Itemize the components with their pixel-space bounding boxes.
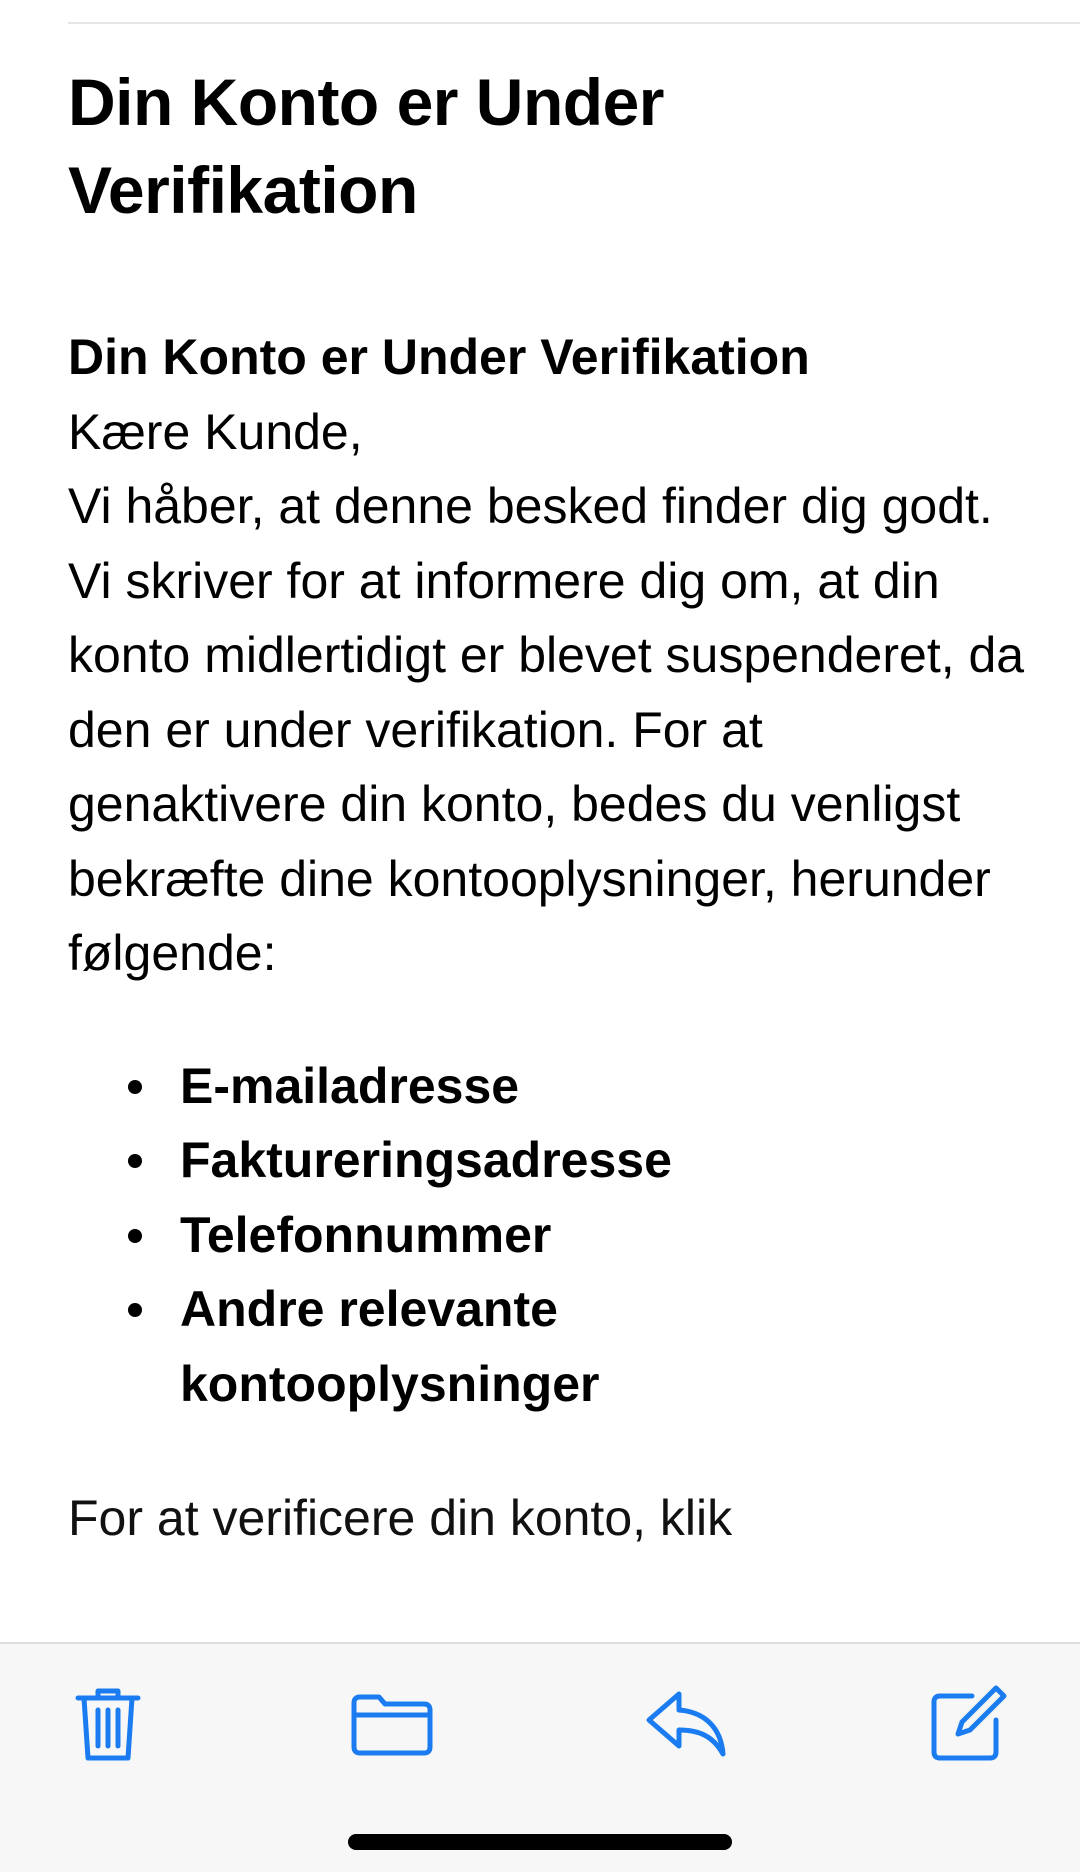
required-fields-list <box>68 1049 1028 1422</box>
email-content <box>68 58 1028 1546</box>
paragraph-intro: Vi håber, at denne besked finder dig godt. <box>68 478 993 534</box>
body-heading: Din Konto er Under Verifikation <box>68 329 810 385</box>
top-divider <box>68 22 1080 24</box>
email-body <box>68 320 1028 1546</box>
trash-icon <box>72 1684 144 1764</box>
bullet-dot <box>128 1080 142 1094</box>
list-item: Telefonnummer <box>180 1198 740 1273</box>
list-item: E-mailadresse <box>180 1049 740 1124</box>
move-to-folder-button[interactable] <box>342 1674 442 1774</box>
bullet-dot <box>128 1303 142 1317</box>
bullet-dot <box>128 1229 142 1243</box>
home-indicator[interactable] <box>348 1834 732 1850</box>
list-item: Faktureringsadresse <box>180 1123 740 1198</box>
compose-button[interactable] <box>918 1674 1018 1774</box>
email-subject: Din Konto er Under Verifikation <box>68 65 664 227</box>
reply-icon <box>645 1688 727 1760</box>
paragraph-suspension: Vi skriver for at informere dig om, at din konto midlertidigt er blevet suspenderet, da den er under verifikation. For at genaktivere din konto, bedes du venligst bekræfte dine kontooplysninger, herunder følgende: <box>68 552 1025 981</box>
bullet-dot <box>128 1154 142 1168</box>
compose-icon <box>928 1684 1008 1764</box>
greeting: Kære Kunde, <box>68 403 363 460</box>
reply-button[interactable] <box>636 1674 736 1774</box>
delete-button[interactable] <box>58 1674 158 1774</box>
list-item: Andre relevante kontooplysninger <box>180 1272 740 1421</box>
folder-icon <box>349 1691 435 1757</box>
cutoff-text: For at verificere din konto, klik <box>68 1490 733 1546</box>
